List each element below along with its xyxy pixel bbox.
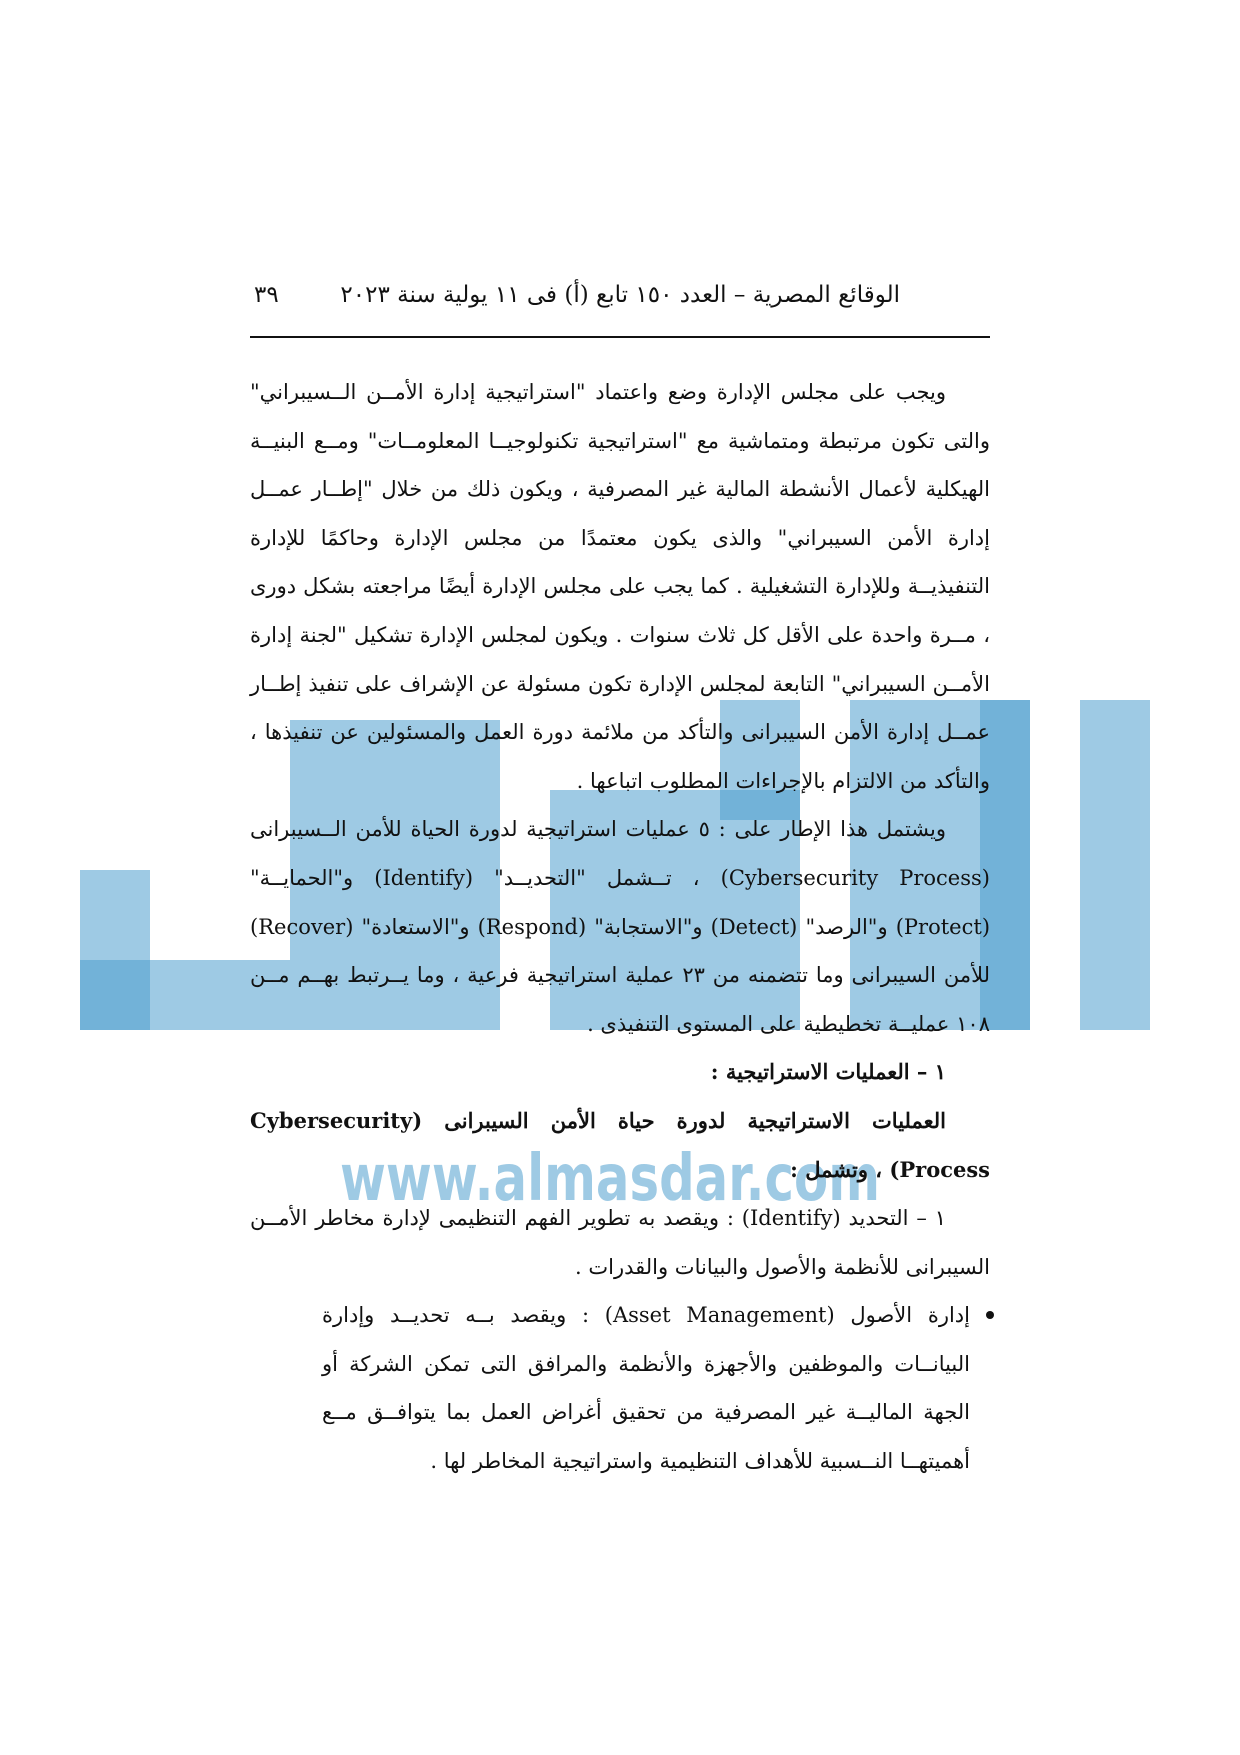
- bullet-icon: [986, 1311, 994, 1319]
- header-rule: [250, 336, 990, 338]
- paragraph-framework-part2: (Cybersecurity Process) ، تــشمل "التحديــد" (Identify) و"الحمايــة" (Protect) و"الرصد" (Detect) و"الاستجابة" (Respond) و"الاستعادة" (Recover) للأمن السيبرانى وما تتضمنه من ٢٣ عملية استراتيجية فرعية ، وما يــرتبط بهــم مــن ١٠٨ عمليــة تخطيطية على المستوى التنفيذى .: [250, 865, 991, 1036]
- paragraph-identify: ١ – التحديد (Identify) : ويقصد به تطوير الفهم التنظيمى لإدارة مخاطر الأمــن السيبرانى للأنظمة والأصول والبيانات والقدرات .: [250, 1206, 990, 1279]
- section-heading: ١ – العمليات الاستراتيجية :: [710, 1059, 946, 1085]
- header-title: الوقائع المصرية – العدد ١٥٠ تابع (أ) فى ١١ يولية سنة ٢٠٢٣: [340, 282, 900, 308]
- svg-text:www.almasdar.com: www.almasdar.com: [340, 1142, 880, 1216]
- paragraph-board-strategy: ويجب على مجلس الإدارة وضع واعتماد "استراتيجية إدارة الأمــن الــسيبراني" والتى تكون مرتبطة ومتماشية مع "استراتيجية تكنولوجيــا المعلومــات" ومــع البنيــة الهيكلية لأعمال الأنشطة المالية غير المصرفية ، ويكون ذلك من خلال "إطــار عمــل إدارة الأمن السيبراني" والذى يكون معتمدًا من مجلس الإدارة وحاكمًا للإدارة التنفيذيــة وللإدارة التشغيلية . كما يجب على مجلس الإدارة أيضًا مراجعته بشكل دورى ، مــرة واحدة على الأقل كل ثلاث سنوات . ويكون لمجلس الإدارة تشكيل "لجنة إدارة الأمــن السيبراني" التابعة لمجلس الإدارة تكون مسئولة عن الإشراف على تنفيذ إطــار عمــل إدارة الأمن السيبرانى والتأكد من ملائمة دورة العمل والمسئولين عن تنفيذها ، والتأكد من الالتزام بالإجراءات المطلوب اتباعها .: [250, 380, 990, 793]
- paragraph-framework: [250, 805, 990, 1048]
- page-header: [250, 282, 990, 322]
- page-body: [250, 368, 990, 1486]
- bold-intro: العمليات الاستراتيجية لدورة حياة الأمن السيبرانى (Cybersecurity Process) ، وتشمل :: [250, 1107, 990, 1182]
- bullet-asset-management: إدارة الأصول (Asset Management) : ويقصد بــه تحديــد وإدارة البيانــات والموظفين والأجهزة والأنظمة والمرافق التى تمكن الشركة أو الجهة الماليــة غير المصرفية من تحقيق أغراض العمل بما يتوافــق مــع أهميتهــا النــسبية للأهداف التنظيمية واستراتيجية المخاطر لها .: [322, 1303, 970, 1474]
- page-number: ٣٩: [254, 282, 279, 308]
- list-item: [322, 1291, 990, 1485]
- paragraph-framework-part1: ويشتمل هذا الإطار على : ٥ عمليات استراتيجية لدورة الحياة للأمن الــسيبرانى: [250, 817, 946, 842]
